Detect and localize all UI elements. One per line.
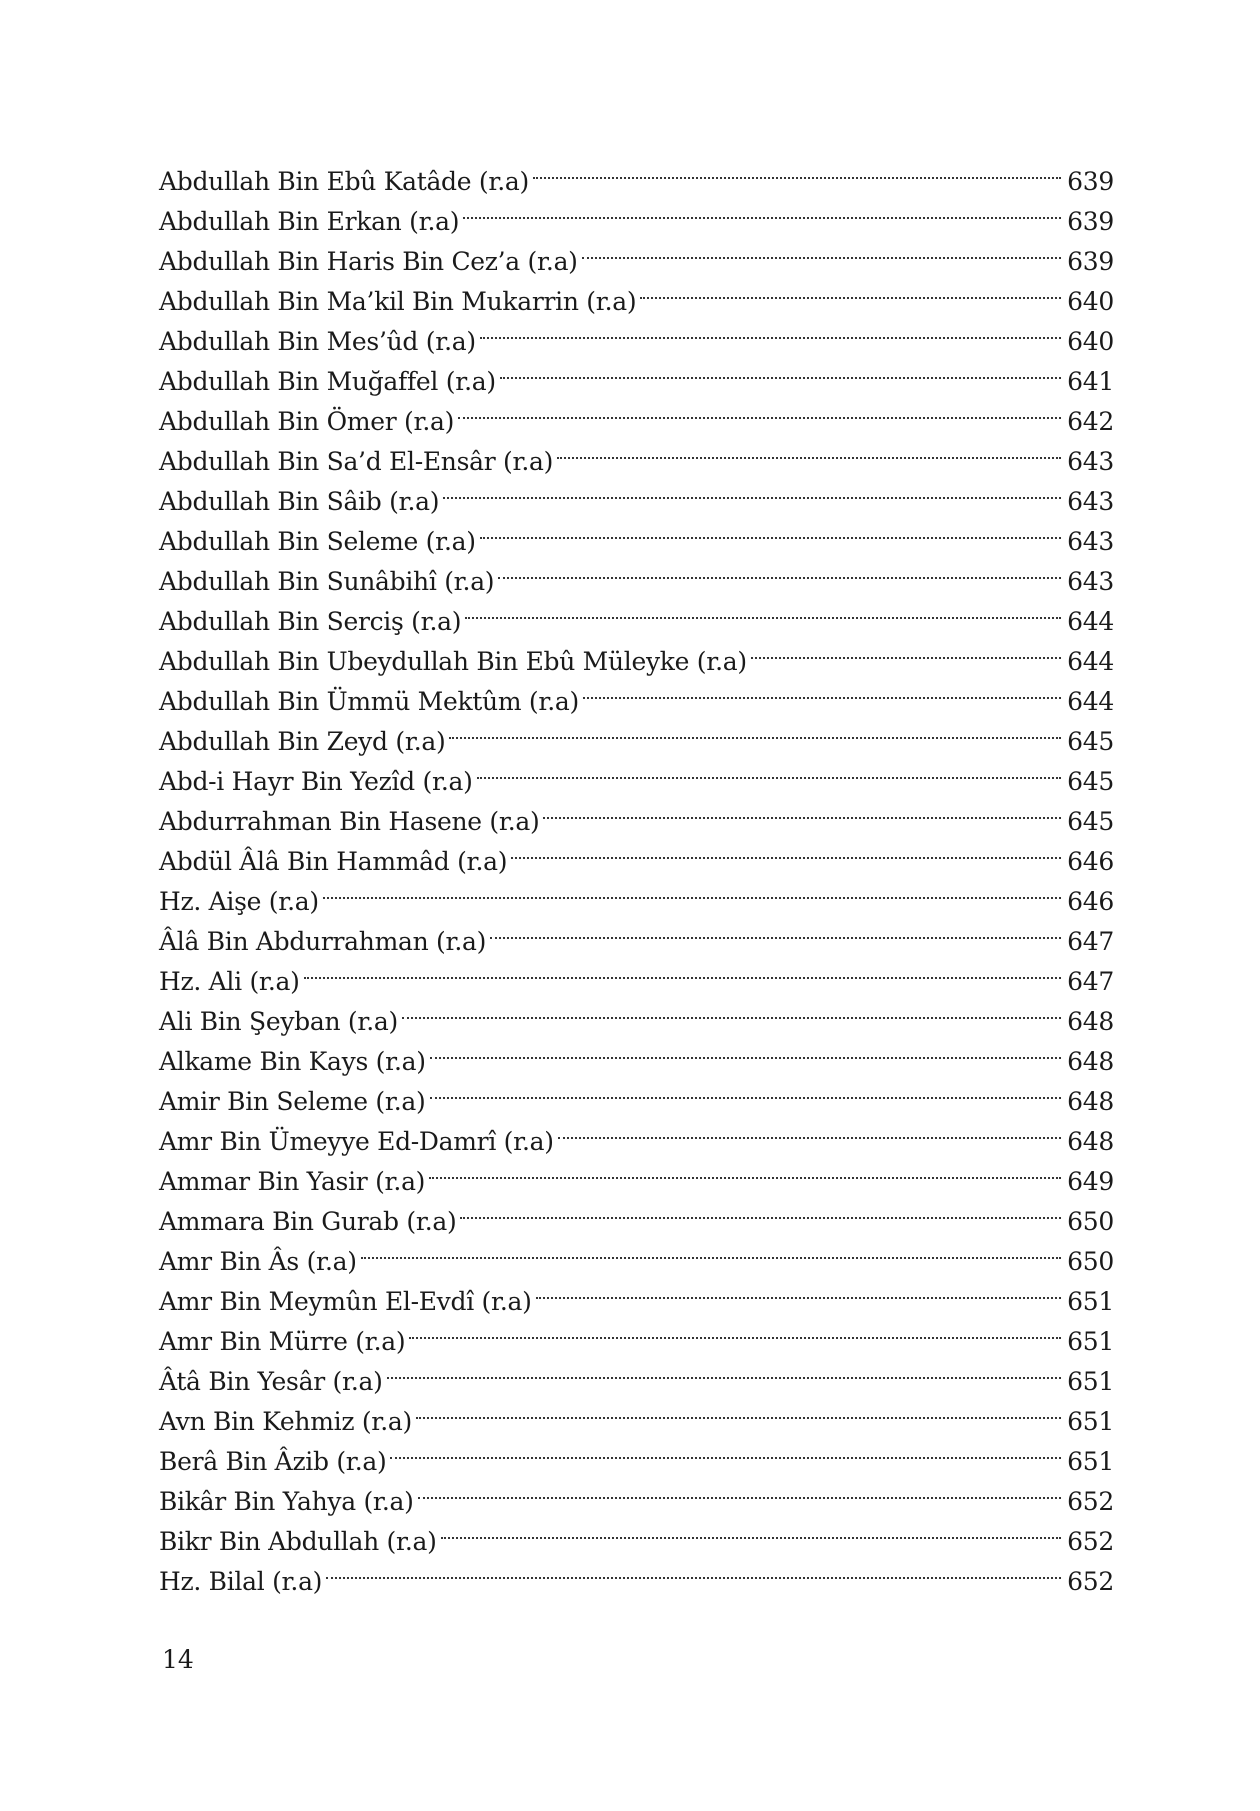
entry-name: Abdullah Bin Ömer (r.a) — [159, 407, 455, 436]
entry-name: Abdullah Bin Seleme (r.a) — [159, 527, 476, 556]
entry-page-number: 643 — [1067, 447, 1114, 476]
entry-name: Abdullah Bin Ubeydullah Bin Ebû Müleyke (r.a) — [159, 647, 747, 676]
entry-name: Abdullah Bin Serciş (r.a) — [159, 607, 462, 636]
entry-name: Amr Bin Âs (r.a) — [159, 1247, 357, 1276]
dot-leader — [414, 1390, 1065, 1430]
entry-name: Abdullah Bin Sa’d El-Ensâr (r.a) — [159, 447, 554, 476]
dot-leader — [388, 1430, 1065, 1470]
entry-name: Abdullah Bin Haris Bin Cez’a (r.a) — [159, 247, 578, 276]
entry-name: Bikâr Bin Yahya (r.a) — [159, 1487, 414, 1516]
entry-name: Hz. Bilal (r.a) — [159, 1567, 323, 1596]
entry-page-number: 641 — [1067, 367, 1114, 396]
entry-page-number: 639 — [1067, 167, 1114, 196]
entry-page-number: 644 — [1067, 647, 1114, 676]
entry-name: Abdül Âlâ Bin Hammâd (r.a) — [159, 847, 508, 876]
dot-leader — [749, 630, 1065, 670]
entry-name: Abdullah Bin Sâib (r.a) — [159, 487, 440, 516]
entry-name: Bikr Bin Abdullah (r.a) — [159, 1527, 437, 1556]
entry-page-number: 652 — [1067, 1567, 1114, 1596]
entry-page-number: 651 — [1067, 1327, 1114, 1356]
entry-name: Amr Bin Ümeyye Ed-Damrî (r.a) — [159, 1127, 554, 1156]
dot-leader — [555, 430, 1065, 470]
dot-leader — [428, 1030, 1065, 1070]
entry-page-number: 645 — [1067, 767, 1114, 796]
dot-leader — [458, 1190, 1065, 1230]
entry-name: Alkame Bin Kays (r.a) — [159, 1047, 426, 1076]
entry-page-number: 647 — [1067, 927, 1114, 956]
dot-leader — [439, 1510, 1066, 1550]
entry-name: Âtâ Bin Yesâr (r.a) — [159, 1367, 383, 1396]
entry-name: Abdurrahman Bin Hasene (r.a) — [159, 807, 540, 836]
entry-name: Amir Bin Seleme (r.a) — [159, 1087, 426, 1116]
entry-page-number: 646 — [1067, 887, 1114, 916]
dot-leader — [534, 1270, 1066, 1310]
entry-name: Abdullah Bin Ümmü Mektûm (r.a) — [159, 687, 579, 716]
entry-name: Berâ Bin Âzib (r.a) — [159, 1447, 387, 1476]
entry-name: Amr Bin Meymûn El-Evdî (r.a) — [159, 1287, 532, 1316]
dot-leader — [509, 830, 1065, 870]
dot-leader — [416, 1470, 1066, 1510]
entry-name: Abdullah Bin Zeyd (r.a) — [159, 727, 446, 756]
dot-leader — [531, 150, 1065, 190]
entry-name: Ammar Bin Yasir (r.a) — [159, 1167, 426, 1196]
toc-entry — [159, 950, 1114, 996]
table-of-contents — [159, 150, 1114, 1596]
dot-leader — [441, 470, 1065, 510]
entry-name: Abd-i Hayr Bin Yezîd (r.a) — [159, 767, 473, 796]
entry-page-number: 640 — [1067, 287, 1114, 316]
entry-page-number: 648 — [1067, 1087, 1114, 1116]
entry-page-number: 650 — [1067, 1207, 1114, 1236]
entry-name: Abdullah Bin Muğaffel (r.a) — [159, 367, 496, 396]
entry-page-number: 648 — [1067, 1007, 1114, 1036]
dot-leader — [496, 550, 1065, 590]
dot-leader — [463, 590, 1065, 630]
entry-name: Avn Bin Kehmiz (r.a) — [159, 1407, 412, 1436]
dot-leader — [581, 670, 1065, 710]
toc-entry — [159, 150, 1114, 196]
dot-leader — [385, 1350, 1066, 1390]
dot-leader — [541, 790, 1065, 830]
dot-leader — [478, 310, 1065, 350]
entry-page-number: 651 — [1067, 1447, 1114, 1476]
dot-leader — [456, 390, 1065, 430]
entry-page-number: 652 — [1067, 1487, 1114, 1516]
dot-leader — [461, 190, 1065, 230]
dot-leader — [302, 950, 1066, 990]
dot-leader — [321, 870, 1065, 910]
entry-name: Hz. Aişe (r.a) — [159, 887, 319, 916]
dot-leader — [478, 510, 1065, 550]
entry-name: Hz. Ali (r.a) — [159, 967, 300, 996]
page-number: 14 — [162, 1645, 194, 1674]
entry-page-number: 648 — [1067, 1047, 1114, 1076]
dot-leader — [580, 230, 1066, 270]
entry-page-number: 643 — [1067, 527, 1114, 556]
dot-leader — [359, 1230, 1066, 1270]
entry-page-number: 639 — [1067, 207, 1114, 236]
entry-page-number: 646 — [1067, 847, 1114, 876]
entry-name: Abdullah Bin Mes’ûd (r.a) — [159, 327, 476, 356]
entry-page-number: 645 — [1067, 727, 1114, 756]
dot-leader — [638, 270, 1065, 310]
dot-leader — [488, 910, 1065, 950]
entry-page-number: 647 — [1067, 967, 1114, 996]
dot-leader — [407, 1310, 1065, 1350]
entry-name: Amr Bin Mürre (r.a) — [159, 1327, 406, 1356]
entry-name: Ammara Bin Gurab (r.a) — [159, 1207, 457, 1236]
entry-name: Abdullah Bin Ebû Katâde (r.a) — [159, 167, 529, 196]
entry-page-number: 649 — [1067, 1167, 1114, 1196]
dot-leader — [475, 750, 1066, 790]
entry-page-number: 650 — [1067, 1247, 1114, 1276]
dot-leader — [556, 1110, 1065, 1150]
entry-name: Âlâ Bin Abdurrahman (r.a) — [159, 927, 487, 956]
entry-page-number: 651 — [1067, 1287, 1114, 1316]
entry-name: Abdullah Bin Ma’kil Bin Mukarrin (r.a) — [159, 287, 637, 316]
dot-leader — [324, 1550, 1065, 1590]
entry-name: Abdullah Bin Sunâbihî (r.a) — [159, 567, 495, 596]
entry-page-number: 648 — [1067, 1127, 1114, 1156]
dot-leader — [498, 350, 1065, 390]
entry-page-number: 645 — [1067, 807, 1114, 836]
dot-leader — [427, 1150, 1065, 1190]
entry-page-number: 642 — [1067, 407, 1114, 436]
entry-page-number: 643 — [1067, 487, 1114, 516]
dot-leader — [447, 710, 1065, 750]
dot-leader — [428, 1070, 1066, 1110]
entry-page-number: 651 — [1067, 1367, 1114, 1396]
entry-page-number: 644 — [1067, 687, 1114, 716]
entry-page-number: 652 — [1067, 1527, 1114, 1556]
entry-page-number: 640 — [1067, 327, 1114, 356]
entry-page-number: 639 — [1067, 247, 1114, 276]
entry-name: Abdullah Bin Erkan (r.a) — [159, 207, 460, 236]
dot-leader — [400, 990, 1065, 1030]
entry-page-number: 651 — [1067, 1407, 1114, 1436]
entry-page-number: 643 — [1067, 567, 1114, 596]
entry-name: Ali Bin Şeyban (r.a) — [159, 1007, 398, 1036]
toc-entry — [159, 990, 1114, 1036]
entry-page-number: 644 — [1067, 607, 1114, 636]
